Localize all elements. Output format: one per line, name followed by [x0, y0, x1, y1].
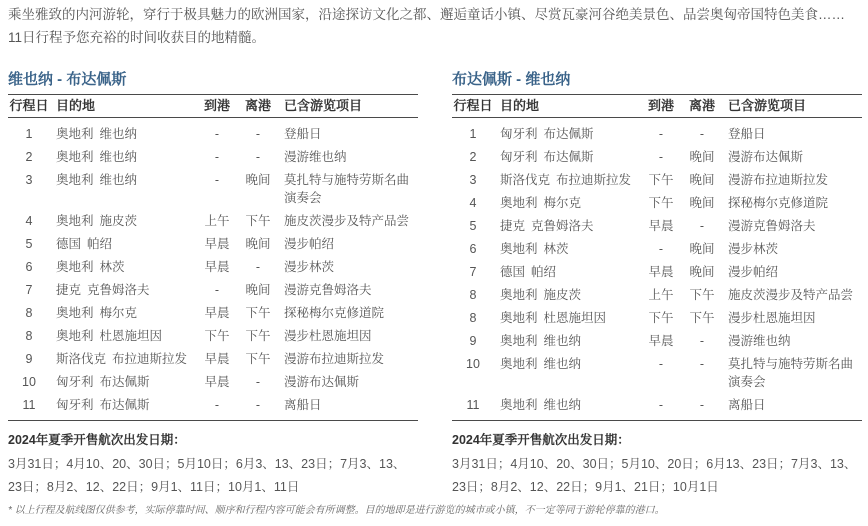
destination: [500, 194, 642, 212]
day-number: 1: [25, 126, 33, 141]
departure-time: -: [255, 126, 261, 141]
departure-time: 下午: [245, 305, 271, 320]
included-excursion: 漫步帕绍: [728, 264, 779, 279]
arrival-time: -: [658, 241, 664, 256]
destination-city: 布拉迪斯拉发: [556, 172, 632, 187]
itinerary-row: [8, 347, 418, 370]
destination-country: 匈牙利: [500, 126, 538, 141]
destination: [56, 373, 198, 391]
destination-city: 布达佩斯: [543, 149, 594, 164]
destination: [500, 309, 642, 327]
included-excursion: 漫游克鲁姆洛夫: [284, 282, 372, 297]
arrival-time: -: [214, 126, 220, 141]
arrival-time: -: [214, 149, 220, 164]
included-excursion: 漫步杜恩施坦因: [284, 328, 372, 343]
arrival-time: 上午: [204, 213, 230, 228]
destination-country: 奥地利: [500, 287, 538, 302]
departure-dates-line: 23日；8月2、12、22日；9月1、21日；10月1日: [452, 479, 719, 494]
destination: [56, 304, 198, 322]
destination-country: 奥地利: [56, 126, 94, 141]
destination-country: 奥地利: [56, 172, 94, 187]
header-included: 已含游览项目: [284, 98, 363, 113]
destination-city: 施皮茨: [543, 287, 582, 302]
destination-country: 奥地利: [56, 305, 94, 320]
departure-time: 下午: [245, 328, 271, 343]
day-number: 6: [469, 241, 477, 256]
destination-city: 帕绍: [531, 264, 557, 279]
destination-city: 林茨: [99, 259, 125, 274]
destination-country: 奥地利: [500, 356, 538, 371]
included-excursion: 莫扎特与施特劳斯名曲演奏会: [284, 172, 410, 205]
arrival-time: -: [658, 356, 664, 371]
itinerary-table: [452, 94, 862, 421]
itinerary-row: [452, 283, 862, 306]
day-number: 6: [25, 259, 33, 274]
destination-city: 杜恩施坦因: [543, 310, 607, 325]
arrival-time: -: [658, 149, 664, 164]
destination-country: 德国: [500, 264, 526, 279]
day-number: 10: [466, 356, 480, 371]
departure-dates: [452, 453, 856, 499]
destination-city: 梅尔克: [543, 195, 582, 210]
destination: [56, 125, 198, 143]
departure-time: -: [255, 259, 261, 274]
table-header: [8, 95, 418, 118]
destination: [500, 263, 642, 281]
day-number: 9: [469, 333, 477, 348]
arrival-time: 早晨: [204, 236, 230, 251]
day-number: 3: [25, 172, 33, 187]
destination: [500, 396, 642, 414]
itinerary-table: [8, 94, 418, 421]
destination: [56, 148, 198, 166]
header-included: 已含游览项目: [728, 98, 807, 113]
destination: [500, 355, 642, 373]
day-number: 5: [25, 236, 33, 251]
included-excursion: 漫游布拉迪斯拉发: [728, 172, 829, 187]
day-number: 11: [22, 397, 36, 412]
destination-country: 捷克: [500, 218, 526, 233]
day-number: 4: [469, 195, 477, 210]
arrival-time: 早晨: [648, 264, 674, 279]
itinerary-row: [8, 232, 418, 255]
destination: [56, 258, 198, 276]
destination-city: 克鲁姆洛夫: [531, 218, 594, 233]
arrival-time: -: [214, 397, 220, 412]
departure-time: -: [699, 356, 705, 371]
itinerary-row: [8, 393, 418, 416]
destination-city: 布拉迪斯拉发: [112, 351, 188, 366]
destination: [500, 148, 642, 166]
destination-city: 克鲁姆洛夫: [87, 282, 150, 297]
day-number: 7: [25, 282, 33, 297]
arrival-time: -: [658, 397, 664, 412]
itinerary-row: [452, 393, 862, 416]
destination-country: 奥地利: [56, 213, 94, 228]
destination: [56, 235, 198, 253]
table-body: [8, 118, 418, 420]
departure-time: -: [699, 397, 705, 412]
itinerary-row: [8, 324, 418, 347]
departure-time: 晚间: [689, 241, 715, 256]
itinerary-row: [8, 145, 418, 168]
table-header: [452, 95, 862, 118]
day-number: 10: [22, 374, 36, 389]
departure-time: 晚间: [689, 195, 715, 210]
header-destination: 目的地: [500, 98, 540, 113]
day-number: 1: [469, 126, 477, 141]
arrival-time: 上午: [648, 287, 674, 302]
destination-country: 捷克: [56, 282, 82, 297]
intro-line: 乘坐雅致的内河游轮，穿行于极具魅力的欧洲国家，沿途探访文化之都、邂逅童话小镇、尽赏瓦豪河谷绝美景色、品尝奥匈帝国特色美食……: [8, 7, 845, 22]
itinerary-budapest-vienna: [452, 0, 864, 526]
destination-country: 奥地利: [500, 333, 538, 348]
itinerary-row: [452, 122, 862, 145]
destination-country: 奥地利: [500, 195, 538, 210]
arrival-time: 下午: [204, 328, 230, 343]
destination-city: 杜恩施坦因: [99, 328, 163, 343]
itinerary-row: [452, 145, 862, 168]
included-excursion: 莫扎特与施特劳斯名曲演奏会: [728, 356, 854, 389]
departure-dates-title: 2024年夏季开售航次出发日期：: [8, 433, 186, 447]
included-excursion: 漫步林茨: [728, 241, 779, 256]
day-number: 4: [25, 213, 33, 228]
itinerary-row: [8, 278, 418, 301]
itinerary-title: 维也纳 - 布达佩斯: [8, 71, 127, 88]
departure-dates: [8, 453, 405, 499]
destination-country: 奥地利: [500, 310, 538, 325]
arrival-time: -: [214, 282, 220, 297]
itinerary-row: [8, 209, 418, 232]
departure-time: 晚间: [689, 264, 715, 279]
destination-country: 奥地利: [500, 397, 538, 412]
included-excursion: 离船日: [728, 397, 766, 412]
header-day: 行程日: [453, 98, 493, 113]
arrival-time: -: [214, 172, 220, 187]
destination-country: 匈牙利: [500, 149, 538, 164]
header-day: 行程日: [9, 98, 49, 113]
included-excursion: 漫步林茨: [284, 259, 335, 274]
included-excursion: 漫游克鲁姆洛夫: [728, 218, 816, 233]
day-number: 8: [25, 328, 33, 343]
table-body: [452, 118, 862, 420]
departure-dates-title: 2024年夏季开售航次出发日期：: [452, 433, 630, 447]
header-departure: 离港: [244, 98, 271, 113]
destination-country: 斯洛伐克: [56, 351, 107, 366]
destination-country: 奥地利: [56, 259, 94, 274]
destination: [56, 327, 198, 345]
destination-city: 施皮茨: [99, 213, 138, 228]
day-number: 3: [469, 172, 477, 187]
itinerary-row: [452, 260, 862, 283]
departure-dates-line: 3月31日；4月10、20、30日；5月10日；6月3、13、23日；7月3、13、: [8, 456, 406, 471]
arrival-time: 早晨: [648, 333, 674, 348]
itinerary-row: [8, 255, 418, 278]
destination: [56, 281, 198, 299]
included-excursion: 探秘梅尔克修道院: [284, 305, 385, 320]
destination-country: 奥地利: [56, 149, 94, 164]
itinerary-row: [452, 237, 862, 260]
header-arrival: 到港: [647, 98, 674, 113]
arrival-time: 下午: [648, 172, 674, 187]
departure-dates-line: 3月31日；4月10、20、30日；5月10、20日；6月13、23日；7月3、13、: [452, 456, 857, 471]
destination: [500, 286, 642, 304]
departure-time: -: [699, 333, 705, 348]
itinerary-row: [452, 214, 862, 237]
destination: [56, 350, 198, 368]
itinerary-title: 布达佩斯 - 维也纳: [452, 71, 571, 88]
arrival-time: 早晨: [204, 259, 230, 274]
destination-country: 奥地利: [56, 328, 94, 343]
included-excursion: 登船日: [728, 126, 766, 141]
departure-time: 下午: [245, 213, 271, 228]
footnote: * 以上行程及航线图仅供参考，实际停靠时间、顺序和行程内容可能会有所调整。目的地即是进行游览的城市或小镇，不一定等同于游轮停靠的港口。: [8, 505, 665, 516]
included-excursion: 漫游维也纳: [284, 149, 347, 164]
destination-country: 奥地利: [500, 241, 538, 256]
departure-time: -: [255, 149, 261, 164]
arrival-time: 早晨: [648, 218, 674, 233]
arrival-time: 下午: [648, 195, 674, 210]
departure-time: 晚间: [689, 149, 715, 164]
header-departure: 离港: [688, 98, 715, 113]
destination: [500, 217, 642, 235]
departure-time: 晚间: [245, 236, 271, 251]
departure-time: -: [699, 126, 705, 141]
arrival-time: 早晨: [204, 305, 230, 320]
destination-country: 德国: [56, 236, 82, 251]
arrival-time: 早晨: [204, 351, 230, 366]
departure-time: 下午: [689, 310, 715, 325]
included-excursion: 漫游布达佩斯: [284, 374, 360, 389]
day-number: 8: [469, 310, 477, 325]
itinerary-row: [8, 370, 418, 393]
destination: [500, 240, 642, 258]
arrival-time: -: [658, 126, 664, 141]
departure-dates-line: 23日；8月2、12、22日；9月1、11日；10月1、11日: [8, 479, 300, 494]
destination: [56, 171, 198, 189]
included-excursion: 探秘梅尔克修道院: [728, 195, 829, 210]
destination: [500, 125, 642, 143]
arrival-time: 下午: [648, 310, 674, 325]
destination-city: 布达佩斯: [543, 126, 594, 141]
included-excursion: 漫游布拉迪斯拉发: [284, 351, 385, 366]
destination-city: 布达佩斯: [99, 397, 150, 412]
destination-city: 帕绍: [87, 236, 113, 251]
destination-city: 维也纳: [99, 172, 138, 187]
included-excursion: 漫步帕绍: [284, 236, 335, 251]
itinerary-row: [8, 168, 418, 209]
included-excursion: 施皮茨漫步及特产品尝: [728, 287, 854, 302]
itinerary-vienna-budapest: [8, 0, 420, 526]
header-arrival: 到港: [203, 98, 230, 113]
destination: [500, 171, 642, 189]
day-number: 11: [466, 397, 480, 412]
itinerary-row: [8, 301, 418, 324]
included-excursion: 离船日: [284, 397, 322, 412]
departure-time: 下午: [689, 287, 715, 302]
day-number: 5: [469, 218, 477, 233]
itinerary-row: [8, 122, 418, 145]
itinerary-row: [452, 168, 862, 191]
day-number: 7: [469, 264, 477, 279]
day-number: 2: [25, 149, 33, 164]
destination-country: 斯洛伐克: [500, 172, 551, 187]
day-number: 9: [25, 351, 33, 366]
day-number: 8: [469, 287, 477, 302]
departure-time: -: [255, 374, 261, 389]
intro-line: 11日行程予您充裕的时间收获目的地精髓。: [8, 30, 266, 45]
itinerary-row: [452, 306, 862, 329]
included-excursion: 漫游布达佩斯: [728, 149, 804, 164]
included-excursion: 漫游维也纳: [728, 333, 791, 348]
itinerary-row: [452, 191, 862, 214]
itinerary-row: [452, 329, 862, 352]
arrival-time: 早晨: [204, 374, 230, 389]
included-excursion: 漫步杜恩施坦因: [728, 310, 816, 325]
destination-country: 匈牙利: [56, 374, 94, 389]
destination: [56, 212, 198, 230]
included-excursion: 施皮茨漫步及特产品尝: [284, 213, 410, 228]
departure-time: 下午: [245, 351, 271, 366]
destination-city: 维也纳: [543, 397, 582, 412]
destination-city: 维也纳: [543, 333, 582, 348]
included-excursion: 登船日: [284, 126, 322, 141]
destination: [56, 396, 198, 414]
itinerary-row: [452, 352, 862, 393]
destination-city: 林茨: [543, 241, 569, 256]
day-number: 8: [25, 305, 33, 320]
destination-city: 梅尔克: [99, 305, 138, 320]
departure-time: -: [699, 218, 705, 233]
destination: [500, 332, 642, 350]
departure-time: 晚间: [689, 172, 715, 187]
destination-city: 维也纳: [99, 149, 138, 164]
destination-city: 布达佩斯: [99, 374, 150, 389]
destination-city: 维也纳: [543, 356, 582, 371]
header-destination: 目的地: [56, 98, 96, 113]
departure-time: -: [255, 397, 261, 412]
destination-country: 匈牙利: [56, 397, 94, 412]
departure-time: 晚间: [245, 172, 271, 187]
departure-time: 晚间: [245, 282, 271, 297]
destination-city: 维也纳: [99, 126, 138, 141]
day-number: 2: [469, 149, 477, 164]
